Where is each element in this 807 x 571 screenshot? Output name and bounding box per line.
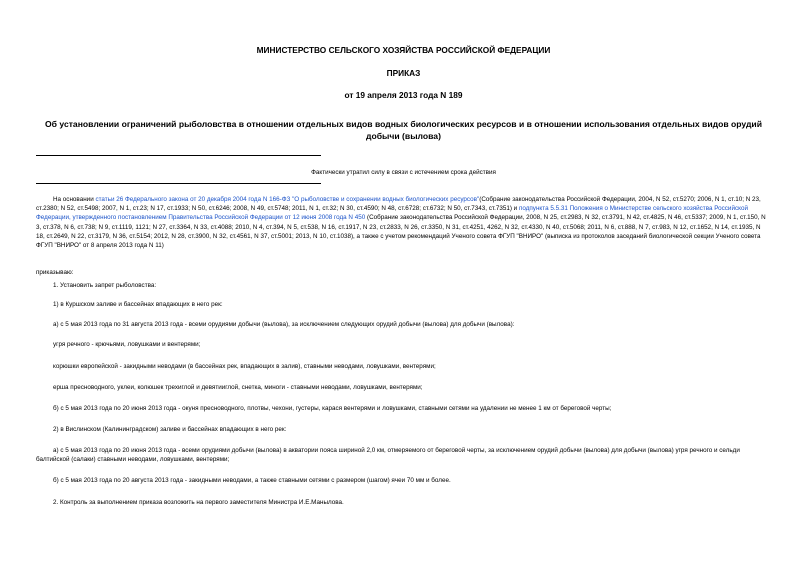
item-1-1-a-eel: угря речного - крючьями, ловушками и вентерями;	[53, 341, 201, 348]
item-1-1-a-ruffe: ерша пресноводного, уклеи, колюшек трехиглой и девятииглой, снетка, миноги - ставными неводами, ловушками, вентерями;	[53, 384, 423, 391]
ministry-heading: МИНИСТЕРСТВО СЕЛЬСКОГО ХОЗЯЙСТВА РОССИЙСКОЙ ФЕДЕРАЦИИ	[256, 45, 551, 55]
document-type: ПРИКАЗ	[386, 68, 421, 78]
item-1-2-a: а) с 5 мая 2013 года по 20 июня 2013 года - всеми орудиями добычи (вылова) в акватории пояса шириной 2,0 км, отмеряемого от береговой черты, за исключением орудий добычи (вылова) для добычи (вылова) угря речного и сельди балтийской (салаки) ставными неводами, ловушками, вентерями;	[36, 447, 740, 464]
item-1: 1. Установить запрет рыболовства:	[53, 282, 157, 289]
preamble-text-2: (Собрание законодательства Российской Федерации, 2004, N 52, ст.5270; 2006, N 1, ст.10; N 23, ст.2380; N 52, ст.5498; 2007, N 1, ст.23; N 17, ст.1933; N 50, ст.6246; 2008, N 49, ст.5748; 2011, N 1, ст.32; N 30, ст.4590; N 48, ст.6728; ст.6732; N 50, ст.7343, ст.7351) и	[36, 196, 761, 213]
regulation-link[interactable]: подпункта 5.5.31 Положения о Министерстве сельского хозяйства Российской Федерации, утвержденного постановлением Правительства Российской Федерации от 12 июня 2008 года N 450	[36, 205, 748, 222]
divider-bottom	[36, 183, 321, 184]
document-date-number: от 19 апреля 2013 года N 189	[344, 90, 463, 100]
item-1-1: 1) в Куршском заливе и бассейнах впадающих в него рек:	[53, 301, 223, 308]
federal-law-link[interactable]: статьи 26 Федерального закона от 20 декабря 2004 года N 166-ФЗ "О рыболовстве и сохранении водных биологических ресурсов"	[95, 196, 480, 203]
order-word: приказываю:	[36, 269, 74, 276]
status-note: Фактически утратил силу в связи с истечением срока действия	[311, 169, 496, 176]
item-1-1-b: б) с 5 мая 2013 года по 20 июня 2013 года - окуня пресноводного, плотвы, чехони, густеры, карася вентерями и ловушками, ставными сетями на удалении не менее 1 км от береговой черты;	[53, 405, 612, 412]
item-1-2-b: б) с 5 мая 2013 года по 20 августа 2013 года - закидными неводами, а также ставными сетями с размером (шагом) ячеи 70 мм и более.	[53, 477, 451, 484]
preamble-text-1: На основании	[53, 196, 96, 203]
divider-top	[36, 155, 321, 156]
preamble-paragraph	[36, 195, 771, 250]
item-1-2: 2) в Вислинском (Калининградском) заливе и бассейнах впадающих в него рек:	[53, 426, 287, 433]
item-1-1-a-smelt: корюшки европейской - закидными неводами (в бассейнах рек, впадающих в залив), ставными неводами, ловушками, вентерями;	[53, 363, 436, 370]
item-1-1-a: а) с 5 мая 2013 года по 31 августа 2013 года - всеми орудиями добычи (вылова), за исключением следующих орудий добычи (вылова) для добычи (вылова):	[53, 321, 515, 328]
preamble-text-3: (Собрание законодательства Российской Федерации, 2008, N 25, ст.2983, N 32, ст.3791, N 42, ст.4825, N 46, ст.5337; 2009, N 1, ст.150, N 3, ст.378, N 6, ст.738; N 9, ст.1119, 1121; N 27, ст.3364, N 33, ст.4088; 2010, N 4, ст.394, N 5, ст.538, N 16, ст.1917, N 23, ст.2833, N 26, ст.3350, N 31, ст.4251, 4262, N 32, ст.4330, N 40, ст.5068; 2011, N 6, ст.888, N 7, ст.983, N 12, ст.1652, N 14, ст.1935, N 18, ст.2649, N 22, ст.3179, N 36, ст.5154; 2012, N 28, ст.3900, N 32, ст.4561, N 37, ст.5001; 2013, N 10, ст.1038), а также с учетом рекомендаций Ученого совета ФГУП "ВНИРО" (выписка из протоколов заседаний биологической секции Ученого совета ФГУП "ВНИРО" от 8 апреля 2013 года N 11)	[36, 214, 766, 250]
item-2: 2. Контроль за выполнением приказа возложить на первого заместителя Министра И.Е.Манылова.	[53, 499, 344, 506]
document-title: Об установлении ограничений рыболовства в отношении отдельных видов водных биологических ресурсов и в отношении использования отдельных видов орудий добычи (вылова)	[45, 119, 762, 141]
